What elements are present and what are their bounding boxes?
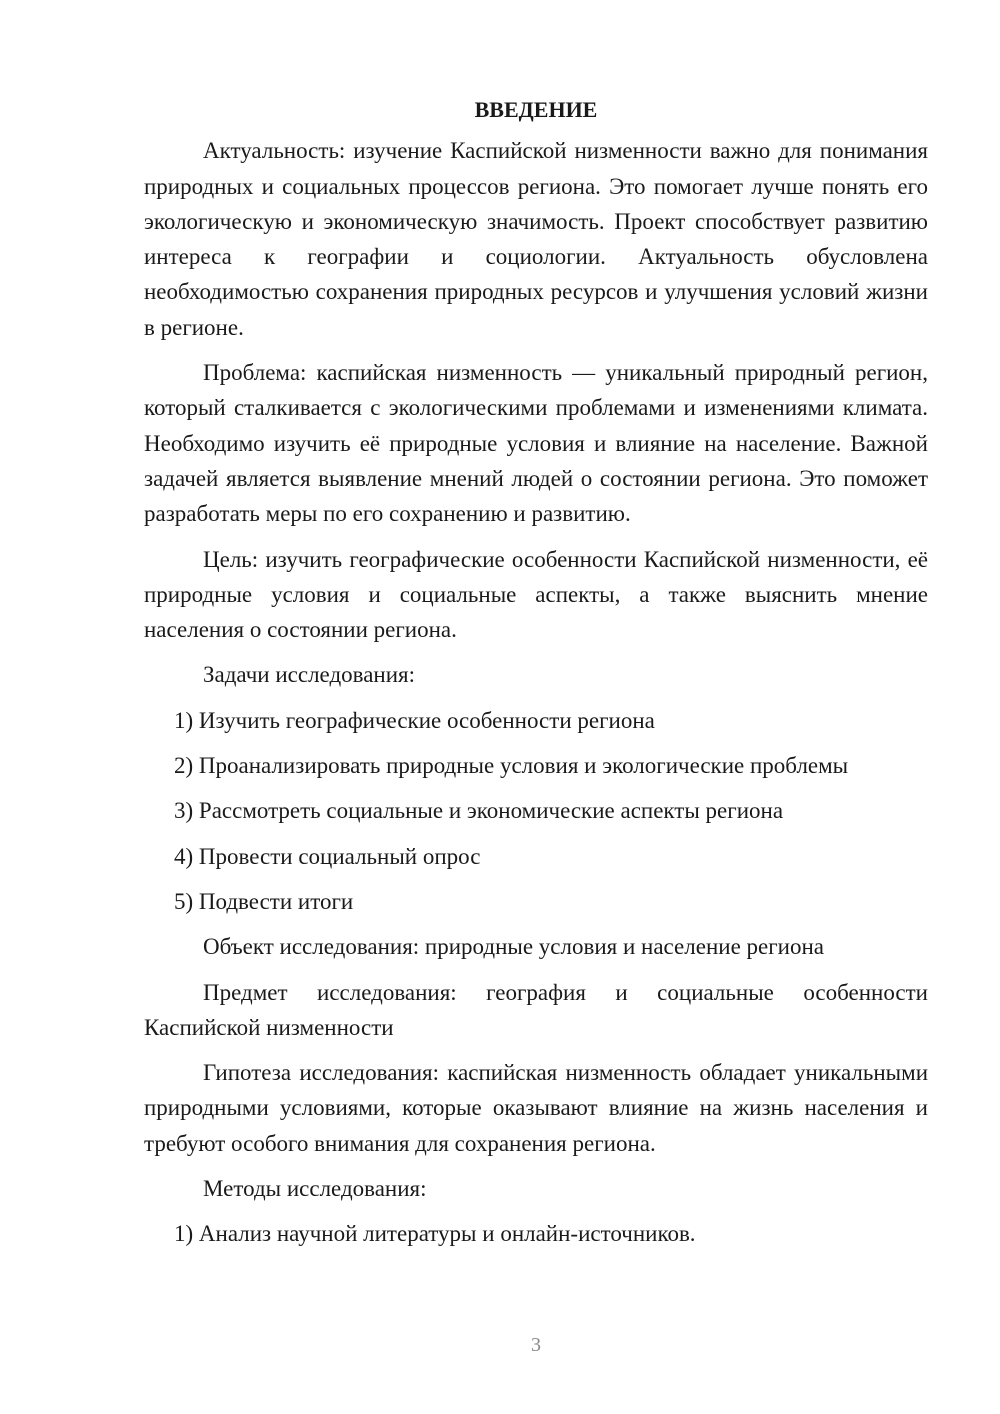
methods-list: [144, 1216, 928, 1251]
page-number: 3: [531, 1334, 541, 1356]
paragraph-goal: Цель: изучить географические особенности Каспийской низменности, её природные условия и социальные аспекты, а также выяснить мнение населения о состоянии региона.: [144, 546, 928, 643]
list-item: 3) Рассмотреть социальные и экономические аспекты региона: [174, 798, 784, 824]
paragraph-hypothesis: Гипотеза исследования: каспийская низменность обладает уникальными природными условиями, которые оказывают влияние на жизнь населения и требуют особого внимания для сохранения региона.: [144, 1060, 928, 1156]
list-item: 4) Провести социальный опрос: [174, 843, 481, 869]
paragraph-relevance: Актуальность: изучение Каспийской низменности важно для понимания природных и социальных процессов региона. Это помогает лучше понять его экологическую и экономическую значимость. Проект способствует развитию интереса к географии и социологии. Актуальность обусловлена необходимостью сохранения природных ресурсов и улучшения условий жизни в регионе.: [144, 138, 928, 340]
paragraph-problem: Проблема: каспийская низменность — уникальный природный регион, который сталкивается с экологическими проблемами и изменениями климата. Необходимо изучить её природные условия и влияние на население. Важной задачей является выявление мнений людей о состоянии региона. Это поможет разработать меры по его сохранению и развитию.: [144, 360, 928, 527]
list-item: 5) Подвести итоги: [174, 888, 354, 914]
methods-heading: Методы исследования:: [203, 1176, 427, 1202]
list-item: 1) Изучить географические особенности региона: [174, 707, 655, 733]
paragraph-object: Объект исследования: природные условия и население региона: [203, 934, 824, 960]
paragraph-subject: Предмет исследования: география и социальные особенности Каспийской низменности: [144, 979, 928, 1040]
list-item: 1) Анализ научной литературы и онлайн-источников.: [174, 1221, 696, 1247]
section-title: ВВЕДЕНИЕ: [474, 97, 598, 122]
page-content: [144, 92, 928, 1262]
tasks-list: [144, 703, 928, 919]
tasks-heading: Задачи исследования:: [203, 662, 416, 688]
list-item: 2) Проанализировать природные условия и экологические проблемы: [174, 753, 849, 779]
